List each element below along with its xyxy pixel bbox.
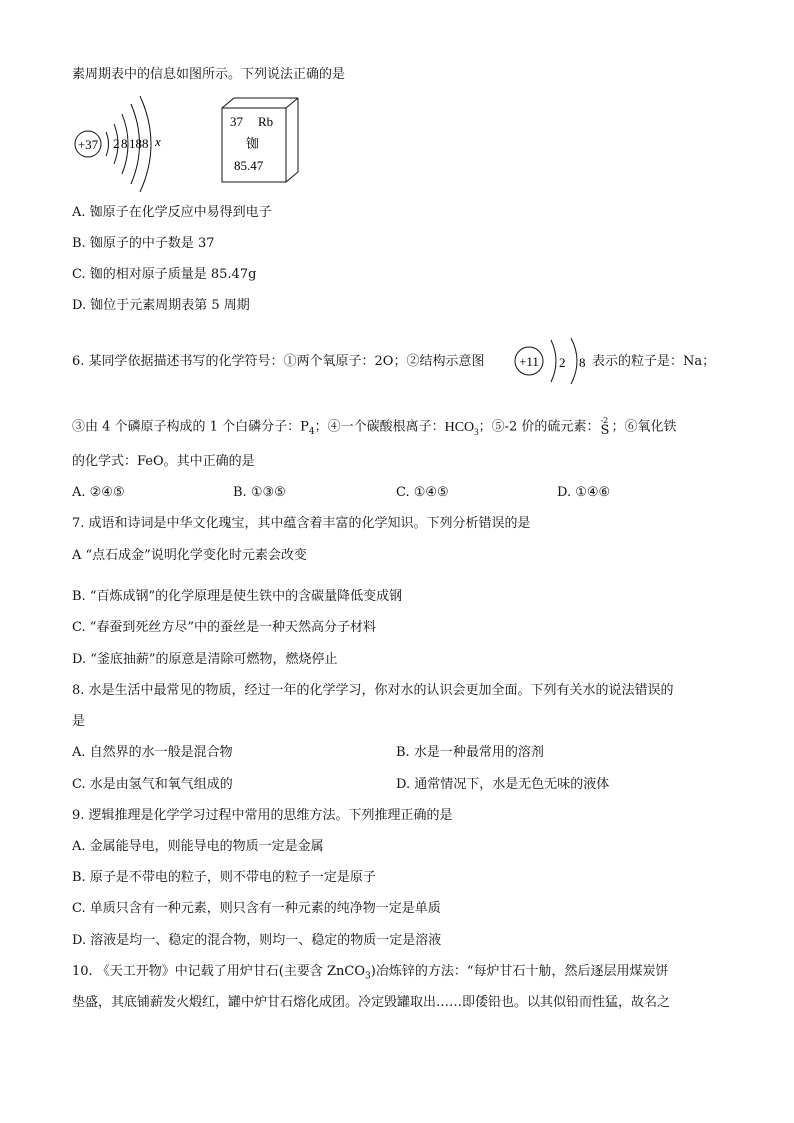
q6-line-2 xyxy=(72,418,676,441)
q5-option-a[interactable]: A. 铷原子在化学反应中易得到电子 xyxy=(72,205,272,220)
na-shell-2: 8 xyxy=(579,355,586,370)
q6-option-a[interactable]: A. ②④⑤ xyxy=(72,485,125,500)
q9-stem: 9. 逻辑推理是化学学习过程中常用的思维方法。下列推理正确的是 xyxy=(72,808,453,823)
q9-option-c[interactable]: C. 单质只含有一种元素，则只含有一种元素的纯净物一定是单质 xyxy=(72,901,441,916)
q6-line-2-d: ；⑥氧化铁 xyxy=(611,419,677,435)
rb-atom-structure-diagram xyxy=(70,92,180,196)
q5-intro: 素周期表中的信息如图所示。下列说法正确的是 xyxy=(72,67,346,82)
q9-option-d[interactable]: D. 溶液是均一、稳定的混合物，则均一、稳定的物质一定是溶液 xyxy=(72,933,442,948)
q10-line-1-pre: 10. 《天工开物》中记载了用炉甘石(主要含 ZnCO xyxy=(72,964,366,979)
rb-shell-5: x xyxy=(155,134,161,149)
na-shell-1: 2 xyxy=(559,355,566,370)
rb-shell-3: 18 xyxy=(129,136,142,151)
q6-hco3-subscript: 3 xyxy=(474,426,479,437)
na-ion-structure-diagram xyxy=(513,336,593,386)
na-nucleus-label: +11 xyxy=(519,354,539,369)
q6-sulfur-symbol: S xyxy=(600,423,610,438)
q7-option-d[interactable]: D. “釜底抽薪”的原意是清除可燃物，燃烧停止 xyxy=(72,652,338,667)
rb-shell-2: 8 xyxy=(121,136,128,151)
q10-line-2: 垫盛，其底铺薪发火煅红，罐中炉甘石熔化成团。冷定毁罐取出……即倭铅也。以其似铅而性猛，故名之 xyxy=(72,995,671,1010)
rb-atomic-number: 37 xyxy=(230,114,243,129)
q5-option-b[interactable]: B. 铷原子的中子数是 37 xyxy=(72,236,215,251)
q6-p4-subscript: 4 xyxy=(308,427,315,438)
q6-sulfur-charge: -2 xyxy=(600,416,609,425)
rb-nucleus-label: +37 xyxy=(77,137,99,152)
q6-line-1-post: 表示的粒子是：Na； xyxy=(592,354,716,369)
q7-option-a[interactable]: A “点石成金”说明化学变化时元素会改变 xyxy=(72,548,307,563)
rb-shell-1: 2 xyxy=(113,136,120,151)
q8-stem-line-1: 8. 水是生活中最常见的物质，经过一年的化学学习，你对水的认识会更加全面。下列有关水的说法错误的 xyxy=(72,683,674,698)
q6-line-1 xyxy=(72,353,484,371)
q6-hco3-base: HCO xyxy=(444,419,475,435)
q7-stem: 7. 成语和诗词是中华文化瑰宝，其中蕴含着丰富的化学知识。下列分析错误的是 xyxy=(72,516,531,531)
q10-zinc-carbonate-subscript: 3 xyxy=(365,971,371,982)
q7-option-c[interactable]: C. “春蚕到死丝方尽”中的蚕丝是一种天然高分子材料 xyxy=(72,620,377,635)
q6-line-3: 的化学式：FeO。其中正确的是 xyxy=(72,454,255,469)
q8-stem-line-2: 是 xyxy=(72,714,86,729)
q10-line-1 xyxy=(72,963,668,986)
q5-option-d[interactable]: D. 铷位于元素周期表第 5 周期 xyxy=(72,298,250,313)
q9-option-b[interactable]: B. 原子是不带电的粒子，则不带电的粒子一定是原子 xyxy=(72,870,376,885)
q6-option-c[interactable]: C. ①④⑤ xyxy=(396,485,449,500)
q9-option-a[interactable]: A. 金属能导电，则能导电的物质一定是金属 xyxy=(72,839,324,854)
q8-option-b[interactable]: B. 水是一种最常用的溶剂 xyxy=(396,745,544,760)
q6-hco3-formula xyxy=(445,420,479,435)
q6-line-2-a: ③由 4 个磷原子构成的 1 个白磷分子：P xyxy=(72,419,309,435)
q6-option-b[interactable]: B. ①③⑤ xyxy=(233,485,286,500)
q6-line-1-pre: 6. 某同学依据描述书写的化学符号：①两个氧原子：2O；②结构示意图 xyxy=(72,354,485,369)
q6-line-2-c: ；⑤-2 价的硫元素： xyxy=(478,419,600,435)
q8-option-c[interactable]: C. 水是由氢气和氧气组成的 xyxy=(72,777,233,792)
q7-option-b[interactable]: B. “百炼成钢”的化学原理是使生铁中的含碳量降低变成钢 xyxy=(72,589,403,604)
q5-option-c[interactable]: C. 铷的相对原子质量是 85.47g xyxy=(72,267,257,282)
rb-symbol: Rb xyxy=(258,114,274,129)
rb-element-card xyxy=(220,96,310,186)
q8-option-a[interactable]: A. 自然界的水一般是混合物 xyxy=(72,745,233,760)
rb-atomic-mass: 85.47 xyxy=(234,158,264,173)
rb-name: 铷 xyxy=(246,136,260,151)
q10-line-1-post: )冶炼锌的方法：“每炉甘石十觔，然后逐层用煤炭饼 xyxy=(370,964,669,979)
rb-shell-4: 8 xyxy=(142,136,149,151)
q6-option-d[interactable]: D. ①④⑥ xyxy=(557,485,611,500)
q6-sulfur-valence xyxy=(599,418,611,436)
q6-line-2-b: ；④一个碳酸根离子： xyxy=(314,419,445,435)
q8-option-d[interactable]: D. 通常情况下，水是无色无味的液体 xyxy=(396,777,610,792)
